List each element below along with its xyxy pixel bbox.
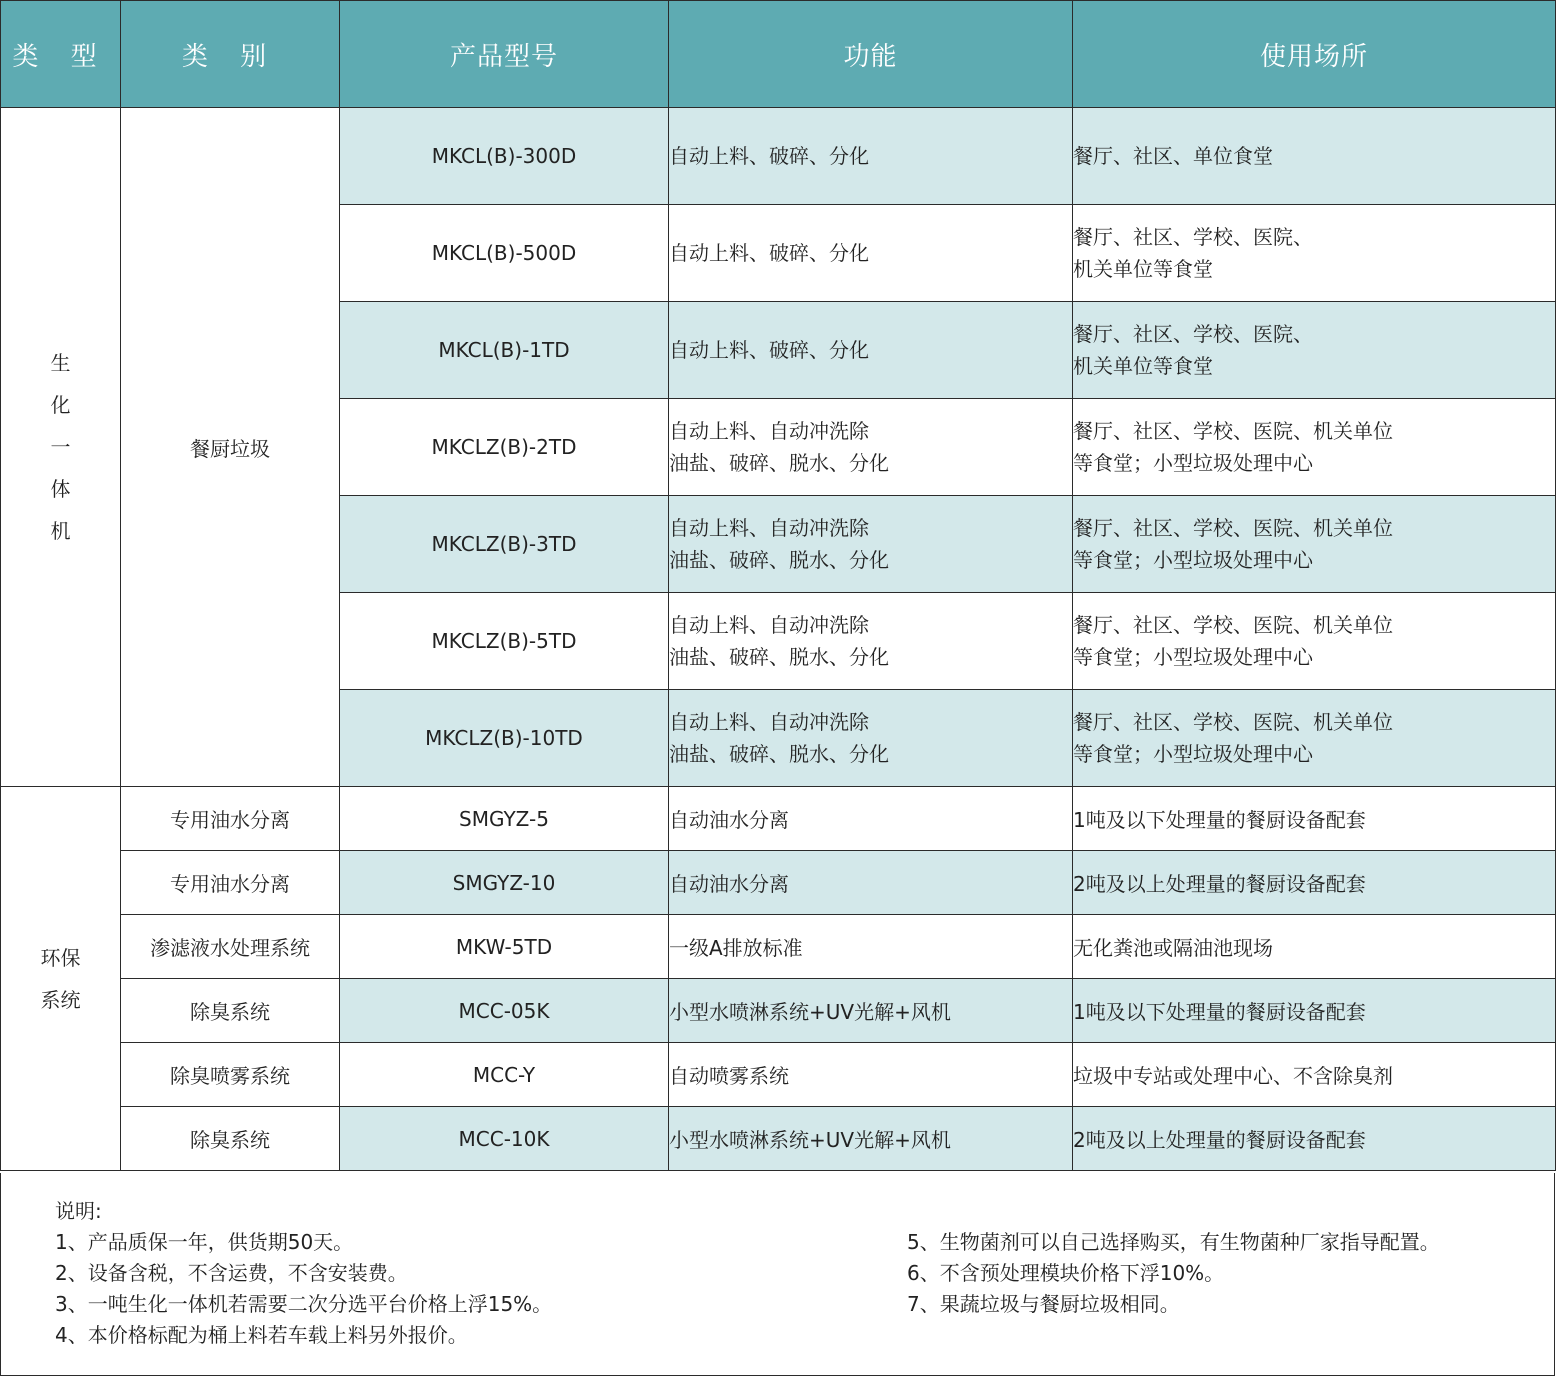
location-cell [1073,593,1556,690]
location-cell: 无化粪池或隔油池现场 [1073,915,1556,979]
model-cell: MCC-10K [340,1107,669,1171]
cell-line: 餐厅、社区、学校、医院、 [1073,322,1313,346]
location-cell [1073,302,1556,399]
location-cell [1073,205,1556,302]
cell-line: 机关单位等食堂 [1073,257,1213,281]
cell-line: 自动上料、自动冲洗除 [669,419,869,443]
location-cell: 2吨及以上处理量的餐厨设备配套 [1073,1107,1556,1171]
cell-line: 餐厅、社区、学校、医院、机关单位 [1073,516,1393,540]
note-item: 1、产品质保一年，供货期50天。 [55,1230,354,1254]
type-char: 生 [50,351,71,375]
cell-line: 油盐、破碎、脱水、分化 [669,451,889,475]
model-cell: MKCL(B)-500D [340,205,669,302]
location-cell: 垃圾中专站或处理中心、不含除臭剂 [1073,1043,1556,1107]
type-char: 体 [50,477,71,501]
function-cell [669,302,1073,399]
function-cell [669,108,1073,205]
category-cell: 除臭系统 [121,1107,340,1171]
note-item: 6、不含预处理模块价格下浮10%。 [907,1261,1225,1285]
header-location: 使用场所 [1073,1,1556,108]
category-cell: 餐厨垃圾 [121,108,340,787]
cell-line: 油盐、破碎、脱水、分化 [669,645,889,669]
model-cell: MCC-Y [340,1043,669,1107]
header-category: 类 别 [121,1,340,108]
model-cell: MKCL(B)-300D [340,108,669,205]
header-model: 产品型号 [340,1,669,108]
type-line: 环保 [40,945,81,970]
type-line: 系统 [40,987,81,1012]
cell-line: 油盐、破碎、脱水、分化 [669,742,889,766]
header-type: 类 型 [1,1,121,108]
table-row [1,851,1556,915]
cell-line: 自动上料、破碎、分化 [669,241,869,265]
cell-line: 自动上料、破碎、分化 [669,338,869,362]
type-char: 一 [50,435,71,459]
function-cell [669,690,1073,787]
type-char: 化 [50,393,71,417]
notes-left-column [55,1227,552,1351]
cell-line: 机关单位等食堂 [1073,354,1213,378]
cell-line: 自动上料、破碎、分化 [669,144,869,168]
location-cell: 1吨及以下处理量的餐厨设备配套 [1073,787,1556,851]
cell-line: 等食堂；小型垃圾处理中心 [1073,645,1313,669]
header-function: 功能 [669,1,1073,108]
function-cell [669,205,1073,302]
function-cell: 自动油水分离 [669,787,1073,851]
type-char: 机 [50,519,71,543]
note-item: 4、本价格标配为桶上料若车载上料另外报价。 [55,1323,468,1347]
note-item: 3、一吨生化一体机若需要二次分选平台价格上浮15%。 [55,1292,553,1316]
cell-line: 餐厅、社区、学校、医院、 [1073,225,1313,249]
category-cell: 渗滤液水处理系统 [121,915,340,979]
function-cell [669,399,1073,496]
table-row [1,1043,1556,1107]
model-cell: MKW-5TD [340,915,669,979]
note-item: 2、设备含税，不含运费，不含安装费。 [55,1261,408,1285]
cell-line: 油盐、破碎、脱水、分化 [669,548,889,572]
notes-title: 说明: [55,1199,102,1223]
function-cell: 小型水喷淋系统+UV光解+风机 [669,979,1073,1043]
cell-line: 餐厅、社区、学校、医院、机关单位 [1073,419,1393,443]
function-cell: 自动喷雾系统 [669,1043,1073,1107]
cell-line: 餐厅、社区、学校、医院、机关单位 [1073,710,1393,734]
cell-line: 餐厅、社区、学校、医院、机关单位 [1073,613,1393,637]
model-cell: SMGYZ-5 [340,787,669,851]
function-cell: 小型水喷淋系统+UV光解+风机 [669,1107,1073,1171]
model-cell: MKCL(B)-1TD [340,302,669,399]
cell-line: 自动上料、自动冲洗除 [669,710,869,734]
model-cell: MKCLZ(B)-2TD [340,399,669,496]
table-row [1,979,1556,1043]
model-cell: MCC-05K [340,979,669,1043]
function-cell [669,496,1073,593]
header-row [1,1,1556,108]
location-cell: 1吨及以下处理量的餐厨设备配套 [1073,979,1556,1043]
cell-line: 自动上料、自动冲洗除 [669,613,869,637]
function-cell: 自动油水分离 [669,851,1073,915]
model-cell: MKCLZ(B)-5TD [340,593,669,690]
cell-line: 等食堂；小型垃圾处理中心 [1073,548,1313,572]
table-row [1,108,1556,205]
cell-line: 自动上料、自动冲洗除 [669,516,869,540]
cell-line: 等食堂；小型垃圾处理中心 [1073,451,1313,475]
location-cell [1073,496,1556,593]
model-cell: MKCLZ(B)-10TD [340,690,669,787]
location-cell [1073,108,1556,205]
notes-right-column [907,1227,1440,1320]
category-cell: 专用油水分离 [121,787,340,851]
notes-section [0,1173,1555,1376]
table-row [1,915,1556,979]
type-cell [1,108,121,787]
category-cell: 专用油水分离 [121,851,340,915]
model-cell: SMGYZ-10 [340,851,669,915]
cell-line: 等食堂；小型垃圾处理中心 [1073,742,1313,766]
function-cell [669,593,1073,690]
note-item: 5、生物菌剂可以自己选择购买，有生物菌种厂家指导配置。 [907,1230,1440,1254]
type-cell [1,787,121,1171]
category-cell: 除臭系统 [121,979,340,1043]
location-cell: 2吨及以上处理量的餐厨设备配套 [1073,851,1556,915]
table-row [1,787,1556,851]
table-row [1,1107,1556,1171]
function-cell: 一级A排放标准 [669,915,1073,979]
location-cell [1073,690,1556,787]
location-cell [1073,399,1556,496]
note-item: 7、果蔬垃圾与餐厨垃圾相同。 [907,1292,1180,1316]
model-cell: MKCLZ(B)-3TD [340,496,669,593]
cell-line: 餐厅、社区、单位食堂 [1073,144,1273,168]
category-cell: 除臭喷雾系统 [121,1043,340,1107]
